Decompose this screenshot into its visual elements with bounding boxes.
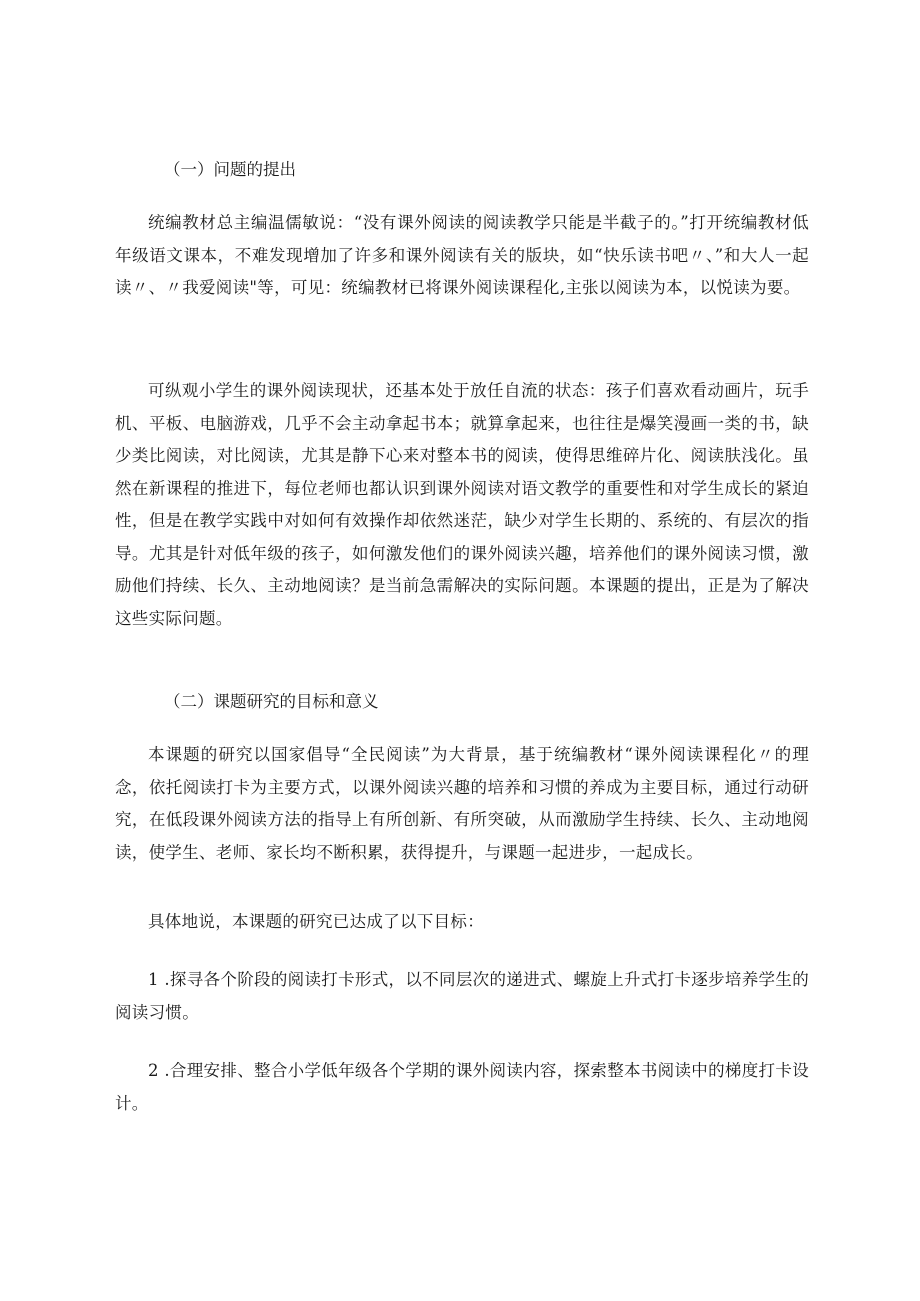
list-item-goal-1: 1 .探寻各个阶段的阅读打卡形式，以不同层次的递进式、螺旋上升式打卡逐步培养学生的阅读习惯。	[115, 970, 809, 1022]
paragraph-textbook-intro: 统编教材总主编温儒敏说：“没有课外阅读的阅读教学只能是半截子的。”打开统编教材低年级语文课本，不难发现增加了许多和课外阅读有关的版块，如“快乐读书吧〃、”和大人一起读〃、〃我爱阅读"等，可见：统编教材已将课外阅读课程化,主张以阅读为本，以悦读为要。	[115, 213, 809, 297]
section-heading-goals: （二）课题研究的目标和意义	[164, 692, 379, 711]
list-item-goal-2: 2 .合理安排、整合小学低年级各个学期的课外阅读内容，探索整本书阅读中的梯度打卡设计。	[115, 1061, 809, 1113]
paragraph-goals-intro: 具体地说，本课题的研究已达成了以下目标：	[148, 912, 484, 931]
section-heading-problem: （一）问题的提出	[164, 160, 296, 179]
paragraph-reading-status: 可纵观小学生的课外阅读现状，还基本处于放任自流的状态：孩子们喜欢看动画片，玩手机、平板、电脑游戏，几乎不会主动拿起书本；就算拿起来，也往往是爆笑漫画一类的书，缺少类比阅读，对比阅读，尤其是静下心来对整本书的阅读，使得思维碎片化、阅读肤浅化。虽然在新课程的推进下，每位老师也都认识到课外阅读对语文教学的重要性和对学生成长的紧迫性，但是在教学实践中对如何有效操作却依然迷茫，缺少对学生长期的、系统的、有层次的指导。尤其是针对低年级的孩子，如何激发他们的课外阅读兴趣，培养他们的课外阅读习惯，激励他们持续、长久、主动地阅读？是当前急需解决的实际问题。本课题的提出，正是为了解决这些实际问题。	[115, 381, 809, 628]
paragraph-research-background: 本课题的研究以国家倡导“全民阅读”为大背景，基于统编教材“课外阅读课程化〃的理念，依托阅读打卡为主要方式，以课外阅读兴趣的培养和习惯的养成为主要目标，通过行动研究，在低段课外阅读方法的指导上有所创新、有所突破，从而激励学生持续、长久、主动地阅读，使学生、老师、家长均不断积累，获得提升，与课题一起进步，一起成长。	[115, 745, 809, 862]
